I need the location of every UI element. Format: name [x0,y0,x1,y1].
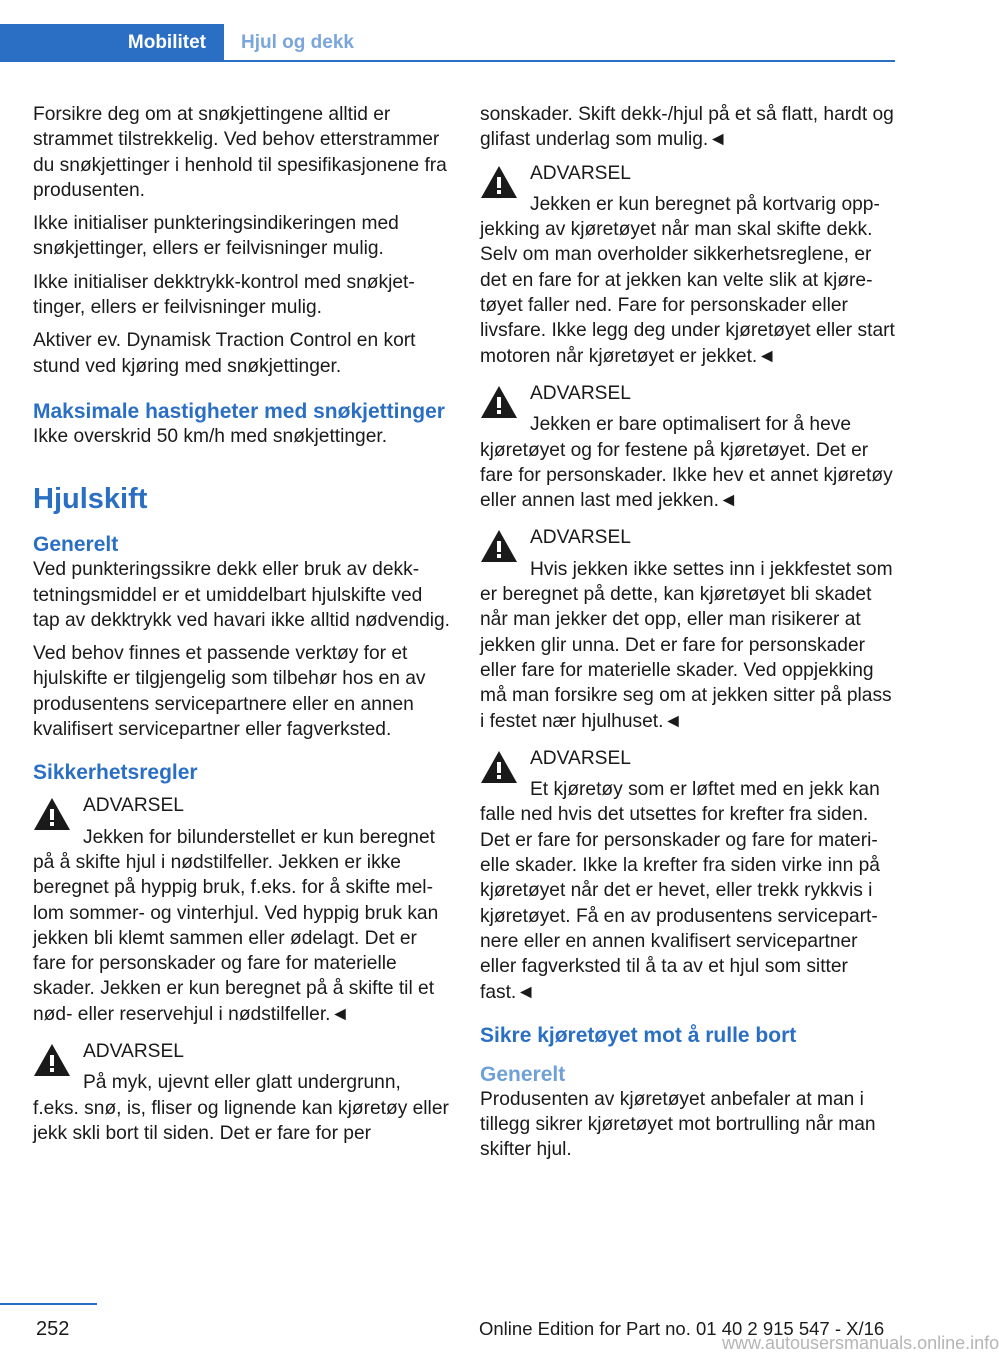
warning-triangle-icon [480,165,518,199]
tab-mobilitet: Mobilitet [0,24,224,61]
warning-block [33,1039,450,1146]
heading-generelt: Generelt [33,533,119,557]
heading-sikre-kjoretoyet: Sikre kjøretøyet mot å rulle bort [480,1023,797,1047]
warning-triangle-icon [33,1043,71,1077]
warning-text: Et kjøretøy som er løftet med en jekk kan falle ned hvis det utsettes for krefter fra siden. Det er fare for personskader og fare for materielle skader. Ikke la krefter fra siden virke inn på kjøretøyet når det er hevet, eller trekk rykkvis i kjøretøyet. Få en av produsentens servicepartnere eller en annen kvalifisert servicepartner eller fagverksted til å ta av et hjul som sitter fast.◄ [480,779,880,1003]
paragraph: Forsikre deg om at snøkjettingene alltid er strammet tilstrekkelig. Ved behov etterstrammer du snøkjettinger i henhold til spesifikasjonene fra produsenten. [33,104,447,201]
warning-block [33,793,450,1027]
paragraph: Ikke initialiser punkteringsindikeringen med snøkjettinger, ellers er feilvisninger mulig. [33,213,399,260]
warning-title: ADVARSEL [83,795,184,817]
left-column [33,102,450,1158]
warning-title: ADVARSEL [530,382,631,404]
warning-block [480,525,898,733]
watermark: www.autousersmanuals.online.info [722,1333,999,1353]
paragraph: sonskader. Skift dekk-/hjul på et så flatt, hardt og glifast underlag som mulig.◄ [480,104,894,151]
heading-generelt-2: Generelt [480,1062,566,1086]
warning-title: ADVARSEL [530,162,631,184]
warning-text: Hvis jekken ikke settes inn i jekkfestet som er beregnet på dette, kan kjøretøyet bli skadet når man jekker det opp, eller man risikerer at jekken glir unna. Det er fare for personskader eller fare for materielle skader. Ved oppjekking må man forsikre seg om at jekken sitter på plass i festet nær hjulhuset.◄ [480,558,893,732]
paragraph: Ikke overskrid 50 km/h med snøkjettinger. [33,425,388,447]
right-column [480,102,898,1171]
edition-footer: Online Edition for Part no. 01 40 2 915 547 - X/16 [479,1318,885,1339]
warning-text: På myk, ujevnt eller glatt undergrunn, f.eks. snø, is, fliser og lignende kan kjøretøy eller jekk skli bort til siden. Det er fare for per [33,1072,449,1144]
warning-title: ADVARSEL [83,1041,184,1063]
warning-block [480,746,898,1005]
section-title-hjulskift: Hjulskift [33,483,148,516]
warning-block [480,381,898,513]
warning-block [480,161,898,369]
page-number-rule [0,1303,97,1305]
warning-title: ADVARSEL [530,527,631,549]
warning-text: Jekken for bilunderstellet er kun beregnet på å skifte hjul i nødstilfeller. Jekken er ikke beregnet på hyppig bruk, f.eks. for å skifte mellom sommer- og vinterhjul. Ved hyppig bruk kan jekken bli klemt sammen eller ødelagt. Det er fare for personskader og fare for materielle skader. Jekken er kun beregnet på å skifte til et nød- eller reservehjul i nødstilfeller.◄ [33,826,439,1025]
page-number: 252 [36,1318,70,1340]
header-rule [0,60,895,62]
paragraph: Ved punkteringssikre dekk eller bruk av dekktetningsmiddel er et umiddelbart hjulskifte ved tap av dekktrykk ved havari ikke alltid nødvendig. [33,559,451,631]
warning-text: Jekken er kun beregnet på kortvarig oppjekking av kjøretøyet når man skal skifte dekk. Selv om man overholder sikkerhetsreglene, er det en fare for at jekken kan velte slik at kjøretøyet faller ned. Fare for personskader eller livsfare. Ikke legg deg under kjøretøyet eller start motoren når kjøretøyet er jekket.◄ [480,193,895,367]
heading-max-speed: Maksimale hastigheter med snøkjettinger [33,399,445,423]
paragraph: Ved behov finnes et passende verktøy for et hjulskifte er tilgjengelig som tilbehør hos en av produsentens servicepartnere eller en annen kvalifisert servicepartner eller fagverksted. [33,643,426,741]
warning-triangle-icon [33,797,71,831]
heading-sikkerhetsregler: Sikkerhetsregler [33,761,198,785]
paragraph: Ikke initialiser dekktrykk-kontrol med snøkjettinger, ellers er feilvisninger mulig. [33,271,415,319]
warning-triangle-icon [480,750,518,784]
warning-text: Jekken er bare optimalisert for å heve kjøretøyet og for festene på kjøretøyet. Det er fare for personskader. Ikke hev et annet kjøretøy eller annen last med jekken.◄ [480,414,893,512]
paragraph: Produsenten av kjøretøyet anbefaler at man i tillegg sikrer kjøretøyet mot bortrulling når man skifter hjul. [480,1088,876,1161]
warning-title: ADVARSEL [530,747,631,769]
warning-triangle-icon [480,529,518,563]
tab-hjul-og-dekk: Hjul og dekk [241,31,354,53]
warning-triangle-icon [480,385,518,419]
paragraph: Aktiver ev. Dynamisk Traction Control en kort stund ved kjøring med snøkjettinger. [33,330,416,377]
